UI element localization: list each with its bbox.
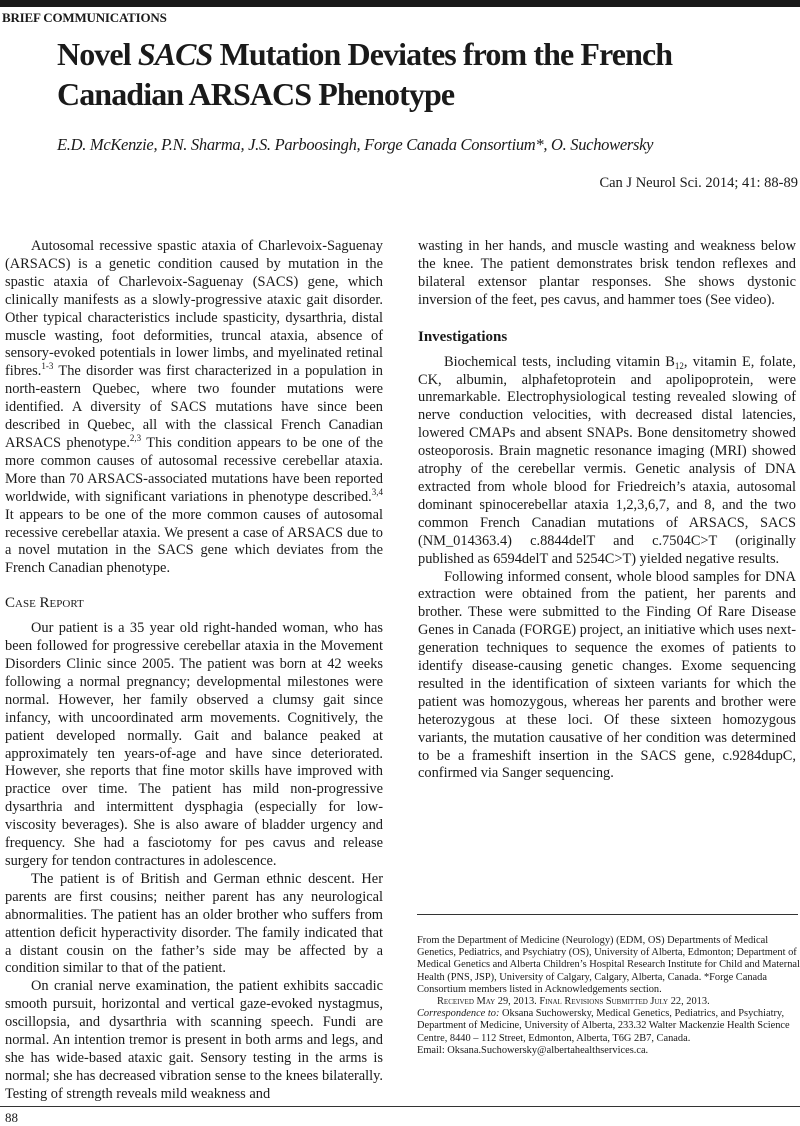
section-label: BRIEF COMMUNICATIONS bbox=[2, 10, 167, 25]
reference-citation: 3,4 bbox=[371, 486, 383, 497]
section-heading: Case Report bbox=[5, 595, 84, 612]
reference-citation: 2,3 bbox=[129, 432, 142, 443]
citation: Can J Neurol Sci. 2014; 41: 88-89 bbox=[599, 175, 798, 191]
correspondence-label: Correspondence to: bbox=[417, 1008, 500, 1020]
paragraph bbox=[418, 569, 796, 784]
correspondence-address: Oksana Suchowersky, Medical Genetics, Pediatrics, and Psychiatry, Department of Medicine, University of Alberta, 233.32 Walter Mackenzie Health Science Centre, 8440 – 112 Street, Edmonton, Alberta, T6G 2B7, Canada. bbox=[417, 1008, 790, 1044]
text-run: Autosomal recessive spastic ataxia of Charlevoix-Saguenay (ARSACS) is a genetic condition caused by mutation in the spastic ataxia of Charlevoix-Saguenay (SACS) gene, which clinically manifests as a slowly-progressive ataxic gait disorder. Other typical characteristics include spasticity, dysarthria, distal muscle wasting, foot deformities, truncal ataxia, absence of sensory-evoked potentials in lower limbs, and myelinated retinal fibres. bbox=[5, 238, 383, 380]
paragraph bbox=[5, 978, 383, 1103]
title-part: Mutation Deviates from the French Canadian ARSACS Phenotype bbox=[57, 36, 673, 112]
subscript: 12 bbox=[674, 360, 684, 371]
text-run: The disorder was first characterized in a population in north-eastern Quebec, where two founder mutations were identified. A diversity of SACS mutations have since been described in Quebec, all with the classical French Canadian ARSACS phenotype. bbox=[5, 363, 383, 451]
text-run: The patient is of British and German ethnic descent. Her parents are first cousins; neither parent has any neurological abnormalities. The patient has an older brother who suffers from attention deficit hyperactivity disorder. The family indicated that a distant cousin on the father’s side may be affected by a condition similar to that of the patient. bbox=[5, 870, 383, 977]
footnote-divider bbox=[417, 914, 798, 915]
text-run: Our patient is a 35 year old right-handed woman, who has been followed for progressive cerebellar ataxia in the Movement Disorders Clinic since 2005. The patient was born at 42 weeks following a normal pregnancy; developmental milestones were normal. However, her family observed a clumsy gait since infancy, with uncoordinated arm movements. Cognitively, the patient developed normally. Gait and balance peaked at approximately ten years-of-age and have since deteriorated. However, she reports that fine motor skills have improved with practice over time. The patient has mild non-progressive dysarthria and intermittent dysphagia (especially for low-viscosity beverages). She is also aware of bladder urgency and frequency. She had a fasciotomy for pes cavus and release surgery for tendon contractures in adolescence. bbox=[5, 620, 383, 869]
text-run: Following informed consent, whole blood samples for DNA extraction were obtained from the patient, her parents and brother. These were submitted to the Finding Of Rare Disease Genes in Canada (FORGE) project, an initiative which uses next-generation techniques to sequence the exomes of patients to identify disease-causing genetic changes. Exome sequencing resulted in the identification of sixteen variants for which the patient was homozygous, whereas her parents and brother were heterozygous at these loci. Of these sixteen homozygous variants, the mutation causative of her condition was determined to be a frameshift insertion in the SACS gene, c.9284dupC, confirmed via Sanger sequencing. bbox=[418, 568, 796, 782]
paragraph bbox=[418, 238, 796, 310]
paragraph bbox=[5, 871, 383, 978]
section-heading: Investigations bbox=[418, 328, 508, 345]
bottom-divider bbox=[0, 1106, 800, 1107]
article-header bbox=[0, 10, 800, 192]
text-run: On cranial nerve examination, the patient exhibits saccadic smooth pursuit, horizontal and vertical gaze-evoked nystagmus, oscillopsia, and dysarthria with scanning speech. Fundi are normal. An intention tremor is present in both arms and legs, and she has wide-based ataxic gait. Sensory testing in the arms is normal; she has decreased vibration sense to the knees bilaterally. Testing of strength reveals mild weakness and bbox=[5, 978, 383, 1102]
text-run: Biochemical tests, including vitamin B bbox=[444, 353, 675, 370]
paragraph bbox=[5, 620, 383, 871]
page-number: 88 bbox=[5, 1110, 18, 1125]
correspondence bbox=[417, 1008, 800, 1045]
text-run: This condition appears to be one of the more common causes of autosomal recessive cerebellar ataxia. More than 70 ARSACS-associated mutations have been reported worldwide, with significant variations in phenotype described. bbox=[5, 434, 383, 505]
left-column bbox=[5, 238, 383, 1104]
author-list: E.D. McKenzie, P.N. Sharma, J.S. Parboosingh, Forge Canada Consortium*, O. Suchowersky bbox=[57, 135, 654, 154]
affiliation: From the Department of Medicine (Neurology) (EDM, OS) Departments of Medical Genetics, Pediatrics, and Psychiatry (OS), University of Alberta, Edmonton; Department of Medical Genetics and Alberta Children’s Hospital Research Institute for Child and Maternal Health (PNS, JSP), University of Calgary, Calgary, Alberta, Canada. *Forge Canada Consortium members listed in Acknowledgements section. bbox=[417, 935, 800, 995]
text-run: It appears to be one of the more common causes of autosomal recessive cerebellar ataxia. We present a case of ARSACS due to a novel mutation in the SACS gene which deviates from the French Canadian phenotype. bbox=[5, 506, 383, 577]
email: Email: Oksana.Suchowersky@albertahealthservices.ca. bbox=[417, 1044, 649, 1056]
right-column bbox=[418, 238, 796, 783]
received-dates: Received May 29, 2013. Final Revisions Submitted July 22, 2013. bbox=[437, 996, 710, 1008]
reference-citation: 1-3 bbox=[41, 361, 54, 372]
title-part: Novel bbox=[57, 36, 138, 72]
article-title bbox=[57, 34, 798, 114]
title-gene-name: SACS bbox=[137, 36, 213, 72]
text-run: wasting in her hands, and muscle wasting and weakness below the knee. The patient demonstrates brisk tendon reflexes and bilateral extensor plantar responses. She shows dystonic inversion of the feet, pes cavus, and hammer toes (See video). bbox=[418, 238, 796, 308]
header-bar bbox=[0, 0, 800, 7]
paragraph bbox=[418, 354, 796, 569]
footnote bbox=[417, 935, 800, 1057]
text-run: , vitamin E, folate, CK, albumin, alphafetoprotein and apolipoprotein, were unremarkable. Electrophysiological testing revealed slowing of nerve conduction velocities, with decreased distal latencies, lowered CMAPs and absent SNAPs. Bone densitometry showed osteoporosis. Brain magnetic resonance imaging (MRI) showed atrophy of the cerebellar vermis. Genetic analysis of DNA extracted from whole blood for Friedreich’s ataxia, autosomal dominant spinocerebellar ataxia 1,2,3,6,7, and 8, and the two common French Canadian mutations of ARSACS, SACS (NM_014363.4) c.8844delT and c.7504C>T (originally published as 6594delT and 5254C>T) yielded negative results. bbox=[418, 353, 796, 567]
paragraph bbox=[5, 238, 383, 578]
